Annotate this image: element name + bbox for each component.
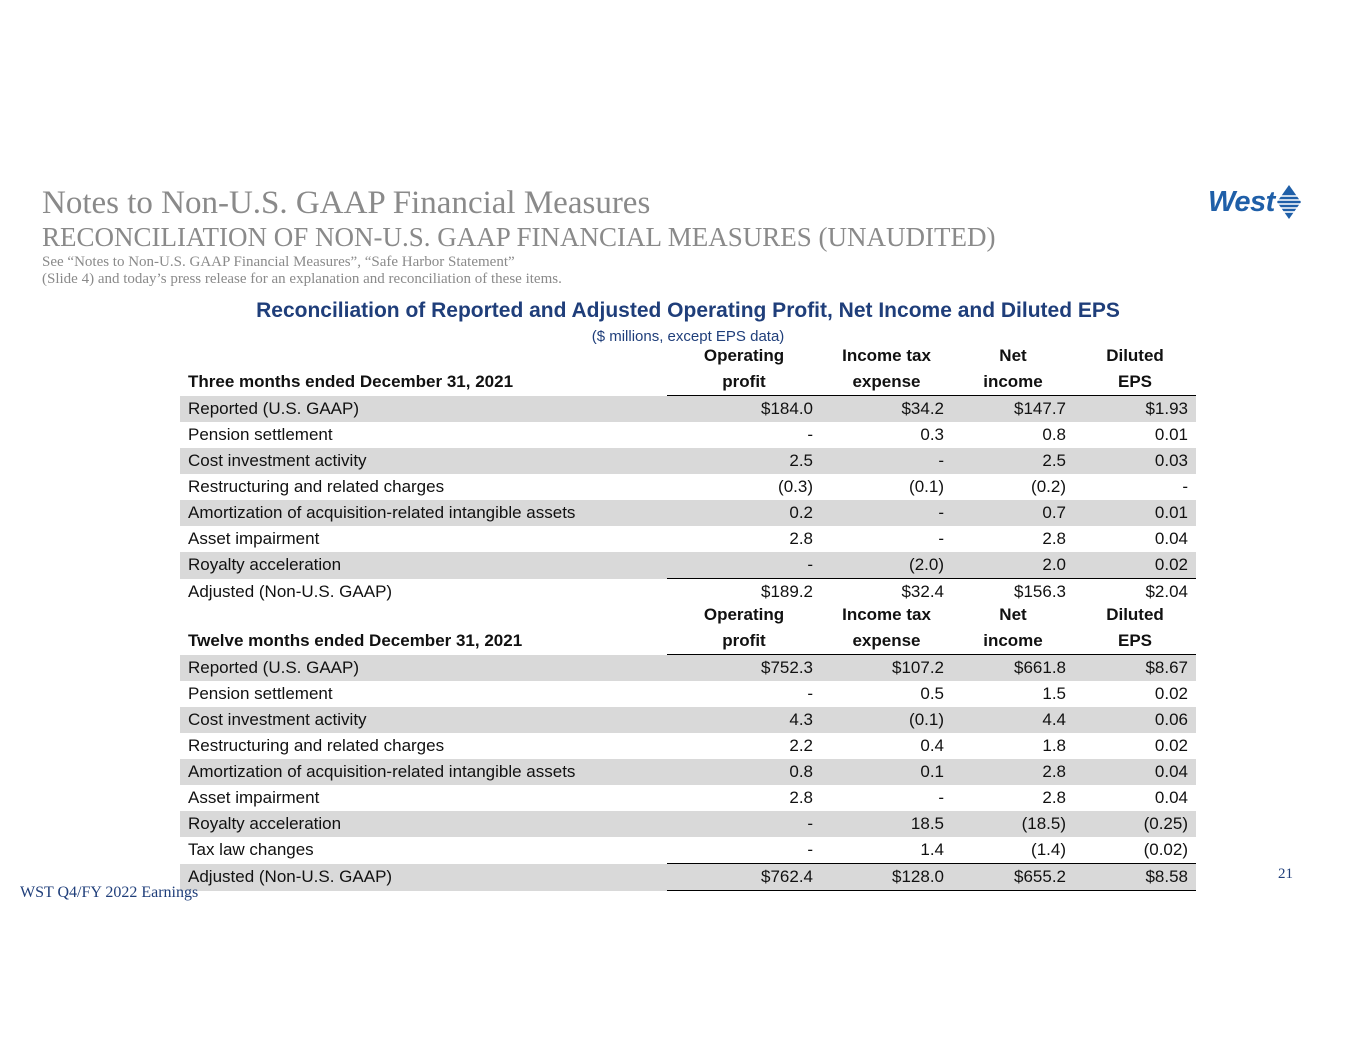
table-title: Reconciliation of Reported and Adjusted Operating Profit, Net Income and Diluted EPS [256,299,1120,322]
value-cell: (0.2) [1031,477,1066,496]
table-row [180,552,1196,579]
value-cell: 1.8 [1042,736,1066,755]
column-header: Diluted [1106,605,1164,624]
row-label: Royalty acceleration [180,552,667,579]
value-cell: $128.0 [821,864,952,891]
value-cell: 0.02 [1154,736,1188,755]
value-cell: - [667,811,821,837]
column-header: income [952,369,1074,396]
row-label: Adjusted (Non-U.S. GAAP) [180,864,667,891]
value-cell: $655.2 [952,864,1074,891]
row-label: Amortization of acquisition-related intangible assets [180,759,667,785]
value-cell: 1.5 [1042,684,1066,703]
value-cell: $156.3 [952,579,1074,606]
value-cell: 0.7 [952,500,1074,526]
column-header: EPS [1074,369,1196,396]
three-months-table [180,343,1196,605]
column-header: Net [999,346,1027,365]
column-header: Income tax [842,346,931,365]
value-cell: (18.5) [952,811,1074,837]
row-label: Royalty acceleration [180,811,667,837]
table-row [180,422,1196,448]
value-cell: 2.8 [952,759,1074,785]
value-cell: 0.8 [667,759,821,785]
value-cell: $189.2 [667,579,821,606]
diamond-logo-icon [1276,184,1302,220]
value-cell: $8.58 [1074,864,1196,891]
row-label: Adjusted (Non-U.S. GAAP) [188,581,393,601]
column-header: EPS [1074,628,1196,655]
note-line-1: See “Notes to Non-U.S. GAAP Financial Measures”, “Safe Harbor Statement” [42,254,515,270]
value-cell: (2.0) [821,552,952,579]
value-cell: 0.03 [1074,448,1196,474]
column-header-row [180,343,1196,369]
value-cell: 2.5 [952,448,1074,474]
value-cell: (0.1) [909,477,944,496]
value-cell: 0.04 [1074,759,1196,785]
row-label: Asset impairment [188,529,320,548]
table-row [180,448,1196,474]
row-label: Amortization of acquisition-related intangible assets [180,500,667,526]
page-title: Notes to Non-U.S. GAAP Financial Measures [42,185,651,221]
row-label: Asset impairment [188,788,320,807]
row-label: Cost investment activity [180,707,667,733]
value-cell: - [1182,477,1188,496]
row-label: Restructuring and related charges [188,736,445,755]
value-cell: 0.01 [1154,425,1188,444]
value-cell: - [938,529,944,548]
column-header: Net [999,605,1027,624]
logo-text: West [1208,185,1275,218]
page-subtitle: RECONCILIATION OF NON-U.S. GAAP FINANCIAL MEASURES (UNAUDITED) [42,222,996,252]
value-cell: 0.04 [1154,788,1188,807]
column-header-row [180,628,1196,655]
table-row [180,396,1196,423]
value-cell: 0.8 [1042,425,1066,444]
column-header: income [952,628,1074,655]
value-cell: 0.4 [920,736,944,755]
row-label: Restructuring and related charges [188,477,445,496]
column-header-row [180,369,1196,396]
table-row [180,759,1196,785]
value-cell: (0.1) [821,707,952,733]
value-cell: 2.2 [789,736,813,755]
value-cell: 0.02 [1154,684,1188,703]
value-cell: $34.2 [821,396,952,423]
column-header: Income tax [842,605,931,624]
value-cell: 2.8 [789,788,813,807]
value-cell: (1.4) [1031,840,1066,859]
row-label: Reported (U.S. GAAP) [180,396,667,423]
table-row [180,811,1196,837]
table-row [180,707,1196,733]
footer-text: WST Q4/FY 2022 Earnings [20,884,199,901]
value-cell: - [807,425,813,444]
value-cell: 0.2 [667,500,821,526]
table-subtitle: ($ millions, except EPS data) [591,328,785,345]
value-cell: - [821,448,952,474]
value-cell: $8.67 [1074,655,1196,682]
value-cell: 4.4 [952,707,1074,733]
value-cell: 0.1 [821,759,952,785]
value-cell: 0.06 [1074,707,1196,733]
twelve-months-table [180,602,1196,891]
west-logo [1208,182,1318,222]
value-cell: - [667,552,821,579]
value-cell: 0.5 [920,684,944,703]
value-cell: $107.2 [821,655,952,682]
table-row [180,837,1196,864]
value-cell: 2.8 [1042,529,1066,548]
value-cell: $661.8 [952,655,1074,682]
value-cell: - [807,684,813,703]
period-label: Twelve months ended December 31, 2021 [188,631,523,651]
value-cell: $1.93 [1074,396,1196,423]
row-label: Cost investment activity [180,448,667,474]
value-cell: 18.5 [821,811,952,837]
column-header: profit [667,369,821,396]
value-cell: 2.5 [667,448,821,474]
table-row [180,733,1196,759]
period-label: Three months ended December 31, 2021 [188,372,514,392]
value-cell: 2.8 [1042,788,1066,807]
value-cell: 0.04 [1154,529,1188,548]
value-cell: 2.8 [789,529,813,548]
row-label: Reported (U.S. GAAP) [180,655,667,682]
column-header-row [180,602,1196,628]
table-row [180,864,1196,891]
value-cell: - [807,840,813,859]
value-cell: 2.0 [952,552,1074,579]
value-cell: $32.4 [821,579,952,606]
value-cell: - [938,788,944,807]
value-cell: - [821,500,952,526]
row-label: Tax law changes [188,840,314,860]
page-number: 21 [1278,866,1293,882]
value-cell: 1.4 [920,840,944,859]
value-cell: $762.4 [667,864,821,891]
value-cell: $184.0 [667,396,821,423]
column-header: expense [821,628,952,655]
value-cell: $752.3 [667,655,821,682]
row-label: Pension settlement [188,425,333,444]
column-header: Operating [703,346,785,365]
table-row [180,526,1196,552]
column-header: Operating [703,605,785,624]
value-cell: (0.02) [1143,840,1188,859]
column-header: expense [821,369,952,396]
value-cell: $147.7 [952,396,1074,423]
value-cell: (0.3) [778,477,813,496]
column-header: profit [667,628,821,655]
value-cell: 0.02 [1074,552,1196,579]
table-row [180,474,1196,500]
note-line-2: (Slide 4) and today’s press release for an explanation and reconciliation of these items. [42,271,562,287]
table-row [180,785,1196,811]
value-cell: $2.04 [1074,579,1196,606]
table-row [180,655,1196,682]
value-cell: 0.3 [920,425,944,444]
value-cell: 4.3 [667,707,821,733]
table-row [180,500,1196,526]
table-row [180,681,1196,707]
value-cell: (0.25) [1074,811,1196,837]
value-cell: 0.01 [1074,500,1196,526]
column-header: Diluted [1106,346,1164,365]
row-label: Pension settlement [188,684,333,703]
